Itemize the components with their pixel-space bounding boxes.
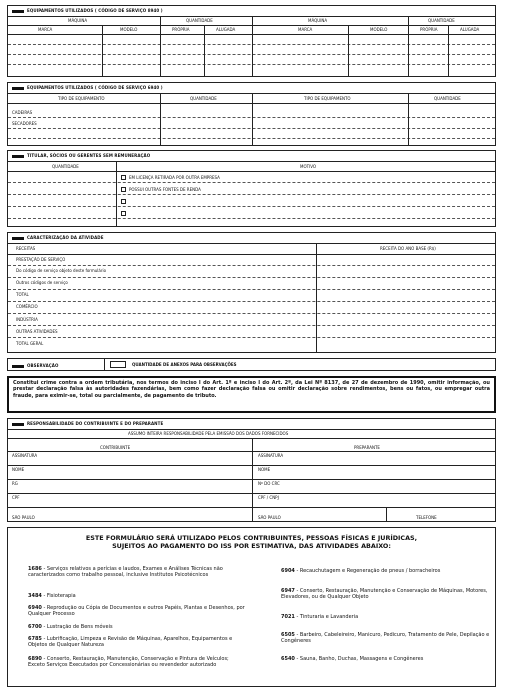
sub-marca-2: MARCA [298,27,313,32]
partners-section [7,150,496,227]
activity-description: - Conserto, Restauração, Manutenção e Conservação de Máquinas, Motores, Elevadores, ou de Qualquer Objeto [281,588,488,600]
option-label-1: EM LICENÇA RETIRADA POR OUTRA EMPRESA [129,175,220,180]
label-nome: NOME [12,467,25,472]
activity-description: - Lubrificação, Limpeza e Revisão de Máquinas, Aparelhos, Equipamentos e Objetos de Qualquer Natureza [28,636,233,648]
info-title-line2: SUJEITOS AO PAGAMENTO DO ISS POR ESTIMATIVA, DAS ATIVIDADES ABAIXO: [112,542,391,550]
activity-item [281,656,491,662]
activity-item [28,566,246,578]
equipment-6940-section [7,82,496,146]
label-cpf: CPF [12,495,20,500]
partners-title: TITULAR, SÓCIOS OU GERENTES SEM REMUNERAÇÃO [12,153,150,158]
activity-code: 6940 [28,605,42,611]
observation-label: OBSERVAÇÃO [12,363,59,368]
activity-code: 3484 [28,593,42,599]
col-quantidade-2: QUANTIDADE [428,18,455,23]
sub-propria: PRÓPRIA [172,27,190,32]
sub-modelo: MODELO [120,27,138,32]
activity-item [28,624,246,630]
sub-modelo-2: MODELO [370,27,388,32]
label-cpf-cnpj: CPF / CNPJ [258,495,279,500]
col-maquina-2: MÁQUINA [308,18,328,23]
sub-propria-2: PRÓPRIA [420,27,438,32]
row-prestacao-servico: PRESTAÇÃO DE SERVIÇO [16,257,66,262]
col-quantidade: QUANTIDADE [186,18,213,23]
label-crc: Nº DO CRC [258,481,280,486]
row-comercio: COMÉRCIO [16,304,38,309]
col-quantidade: QUANTIDADE [190,96,217,101]
col-maquina: MÁQUINA [68,18,88,23]
activity-description: - Lustração de Bens móveis [43,624,113,630]
sub-alugada-2: ALUGADA [460,27,480,32]
activity-code: 7021 [281,614,295,620]
activity-item [28,636,246,648]
responsibility-section [7,418,496,522]
row-codigo-servico-formulario: Do código de serviço objeto deste formulário [16,268,107,273]
activity-item [281,568,491,574]
row-total-geral: TOTAL GERAL [16,341,44,346]
row-total: TOTAL [16,292,29,297]
option-label-2: POSSUI OUTRAS FONTES DE RENDA [129,187,201,192]
equipment-6940-title: EQUIPAMENTOS UTILIZADOS ( CÓDIGO DE SERVIÇO 6940 ) [12,85,163,90]
attachments-count-label: QUANTIDADE DE ANEXOS PARA OBSERVAÇÕES [132,362,237,367]
activity-description: - Recauchutagem e Regeneração de pneus / borracheiros [296,568,441,574]
col-quantidade: QUANTIDADE [52,164,79,169]
activity-description: - Tinturaria e Lavanderia [296,614,359,620]
row-industria: INDÚSTRIA [16,317,38,322]
activity-section [7,232,496,353]
option-checkbox-1[interactable] [121,175,126,180]
activity-description: - Barbeiro, Cabeleireiro, Manicuro, Pedicuro, Tratamento de Pele, Depilação e Congêneres [281,632,490,644]
equipment-8940-title: EQUIPAMENTOS UTILIZADOS ( CÓDIGO DE SERVIÇO 8940 ) [12,8,163,13]
label-local: SÃO PAULO [12,515,35,520]
row-cadeiras: CADEIRAS [12,110,33,115]
activity-description: - Serviços relativos a perícias e laudos, Exames e Análises Técnicas não caracterizados como trabalho pessoal, inclusive Institutos Psicotécnicos [28,566,223,578]
observation-section [7,358,496,371]
col-motivo: MOTIVO [300,164,317,169]
sub-marca: MARCA [38,27,53,32]
activity-code: 6505 [281,632,295,638]
activity-code: 6947 [281,588,295,594]
legal-declaration: Constitui crime contra a ordem tributária, nos termos do inciso I do Art. 1º e inciso I do Art. 2º, da Lei Nº 8137, de 27 de dezembro de 1990, omitir informação, ou prestar declaração falsa às autoridades fazendárias, bem como fazer declaração falsa ou omitir declaração sobre rendimentos, bens ou fatos, ou empregar outra fraude, para eximir-se, total ou parcialmente, de pagamento de tributo. [7,376,496,413]
attachments-count-field[interactable] [110,361,126,368]
col-preparante: PREPARANTE [354,445,380,450]
label-assinatura: ASSINATURA [12,453,38,458]
col-receita-base: RECEITA DO ANO BASE (R$) [380,246,436,251]
activity-code: 1686 [28,566,42,572]
responsibility-subtitle: ASSUMO INTEIRA RESPONSABILIDADE PELA EMISSÃO DOS DADOS FORNECIDOS [128,431,289,436]
activity-description: - Sauna, Banho, Duchas, Massagens e Congêneres [296,656,424,662]
col-receitas: RECEITAS [16,246,36,251]
col-tipo-equipamento: TIPO DE EQUIPAMENTO [58,96,105,101]
row-outras-atividades: OUTRAS ATIVIDADES [16,329,58,334]
activity-code: 6540 [281,656,295,662]
activity-item [281,588,491,600]
label-local-2: SÃO PAULO [258,515,281,520]
label-assinatura-2: ASSINATURA [258,453,284,458]
info-title-line1: ESTE FORMULÁRIO SERÁ UTILIZADO PELOS CONTRIBUINTES, PESSOAS FÍSICAS E JURÍDICAS, [85,534,418,542]
activity-description: - Fisioterapia [43,593,76,599]
activity-item [281,632,491,644]
label-rg: RG [12,481,18,486]
activity-code: 6904 [281,568,295,574]
activity-code: 6785 [28,636,42,642]
col-tipo-equipamento-2: TIPO DE EQUIPAMENTO [304,96,351,101]
label-telefone: TELEFONE [416,515,437,520]
row-outros-codigos: Outros códigos de serviço [16,280,68,285]
activity-code: 6890 [28,656,42,662]
option-checkbox-3[interactable] [121,199,126,204]
equipment-8940-section [7,5,496,77]
responsibility-title: RESPONSABILIDADE DO CONTRIBUINTE E DO PREPARANTE [12,421,163,426]
activity-description: - Reprodução ou Cópia de Documentos e outros Papéis, Plantas e Desenhos, por Qualquer Processo [28,605,245,617]
activity-item [28,605,246,617]
activity-title: CARACTERIZAÇÃO DA ATIVIDADE [12,235,104,240]
label-nome-2: NOME [258,467,271,472]
activity-description: - Conserto, Restauração, Manutenção, Conservação e Pintura de Veículos; Exceto Serviços Executados por Concessionárias ou revendedor autorizado [28,656,229,668]
activity-item [281,614,491,620]
option-checkbox-4[interactable] [121,211,126,216]
sub-alugada: ALUGADA [216,27,236,32]
col-contribuinte: CONTRIBUINTE [100,445,131,450]
activity-code: 6700 [28,624,42,630]
activities-info-box [7,527,496,687]
option-checkbox-2[interactable] [121,187,126,192]
col-quantidade-2: QUANTIDADE [434,96,461,101]
activity-item [28,593,246,599]
activity-item [28,656,246,668]
row-secadores: SECADORES [12,121,37,126]
